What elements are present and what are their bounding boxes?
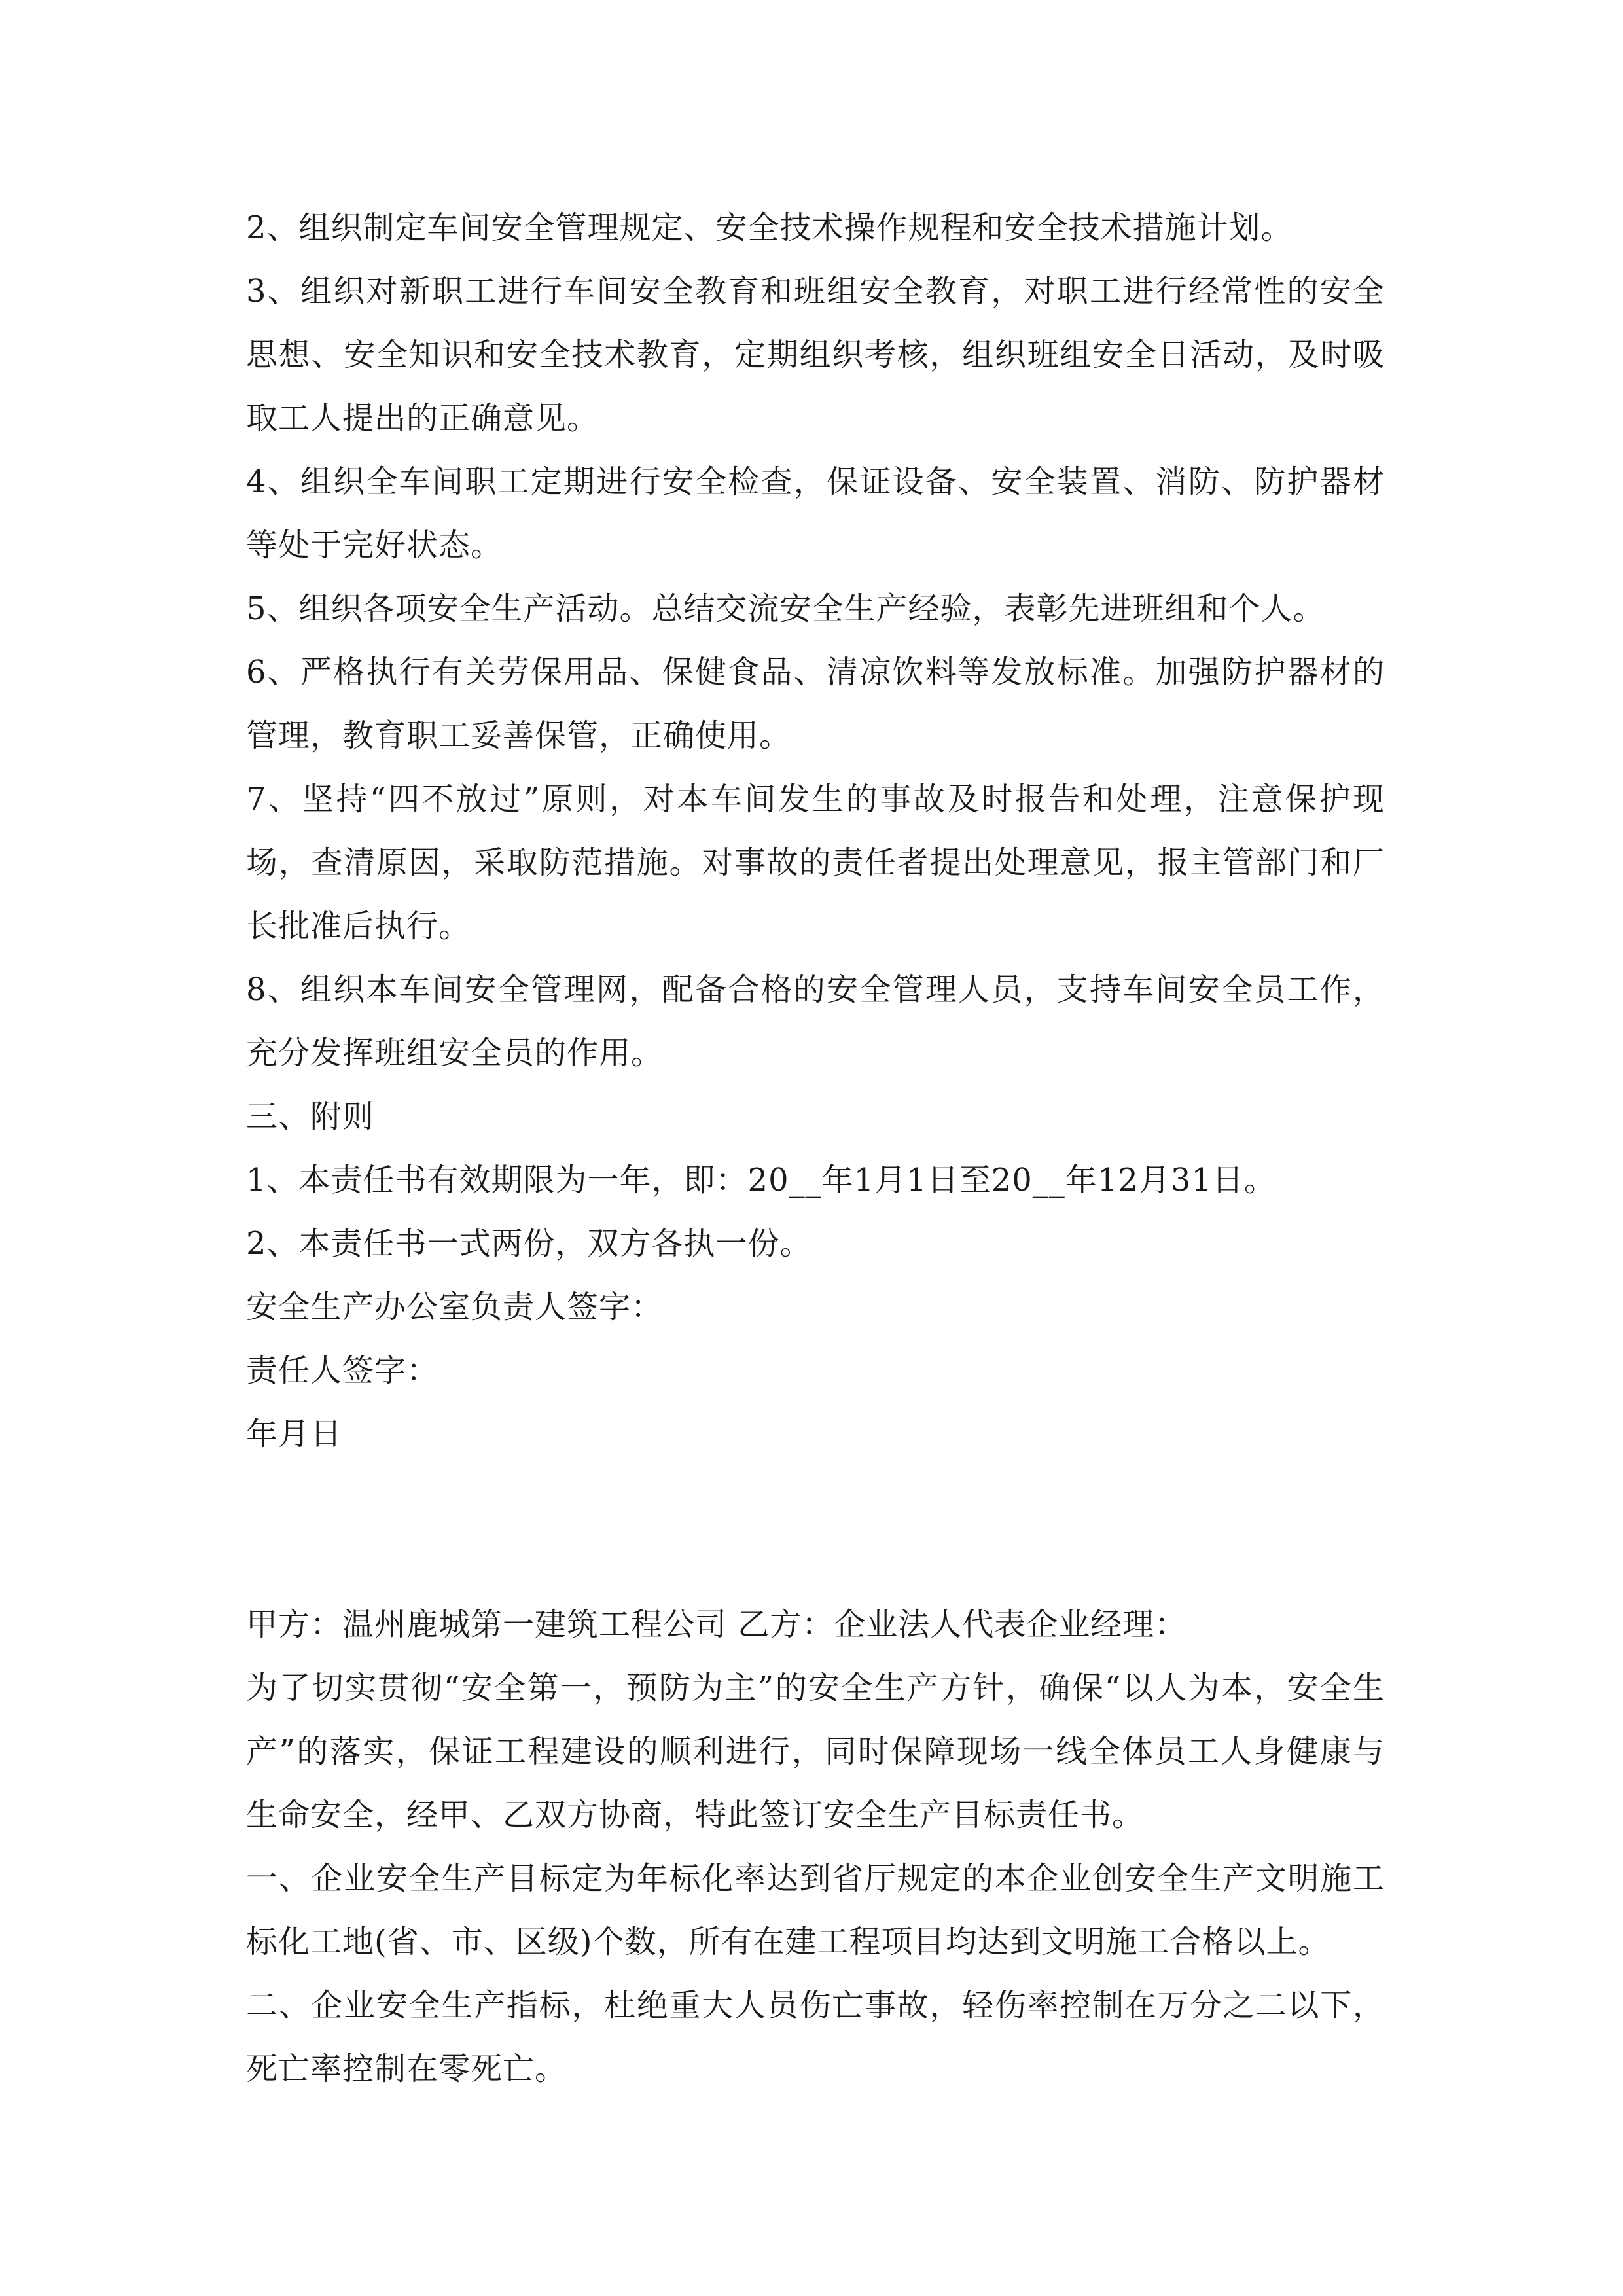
parties-line: 甲方：温州鹿城第一建筑工程公司 乙方：企业法人代表企业经理：	[246, 1606, 1187, 1643]
clause-3: 3、组织对新职工进行车间安全教育和班组安全教育，对职工进行经常性的安全思想、安全知识和安全技术教育，定期组织考核，组织班组安全日活动，及时吸取工人提出的正确意见。	[246, 273, 1385, 437]
date-line: 年月日	[246, 1416, 343, 1452]
target-clause-1: 一、企业安全生产目标定为年标化率达到省厅规定的本企业创安全生产文明施工标化工地(省、市、区级)个数，所有在建工程项目均达到文明施工合格以上。	[246, 1860, 1385, 1960]
clause-4: 4、组织全车间职工定期进行安全检查，保证设备、安全装置、消防、防护器材等处于完好状态。	[246, 463, 1385, 564]
clause-8: 8、组织本车间安全管理网，配备合格的安全管理人员，支持车间安全员工作，充分发挥班组安全员的作用。	[246, 971, 1385, 1071]
section-gap	[246, 1466, 1385, 1593]
appendix-clause-2: 2、本责任书一式两份，双方各执一份。	[246, 1225, 812, 1262]
appendix-clause-1: 1、本责任书有效期限为一年，即：20__年1月1日至20__年12月31日。	[246, 1162, 1276, 1198]
responsible-person-signature-line: 责任人签字：	[246, 1352, 439, 1389]
clause-2: 2、组织制定车间安全管理规定、安全技术操作规程和安全技术措施计划。	[246, 209, 1293, 246]
section-heading-appendix: 三、附则	[246, 1098, 375, 1135]
office-head-signature-line: 安全生产办公室负责人签字：	[246, 1289, 664, 1325]
clause-5: 5、组织各项安全生产活动。总结交流安全生产经验，表彰先进班组和个人。	[246, 590, 1325, 627]
clause-6: 6、严格执行有关劳保用品、保健食品、清凉饮料等发放标准。加强防护器材的管理，教育职工妥善保管，正确使用。	[246, 654, 1385, 754]
clause-7: 7、坚持“四不放过”原则，对本车间发生的事故及时报告和处理，注意保护现场，查清原因，采取防范措施。对事故的责任者提出处理意见，报主管部门和厂长批准后执行。	[246, 781, 1385, 944]
preamble-paragraph: 为了切实贯彻“安全第一，预防为主”的安全生产方针，确保“以人为本，安全生产”的落实，保证工程建设的顺利进行，同时保障现场一线全体员工人身健康与生命安全，经甲、乙双方协商，特此签订安全生产目标责任书。	[246, 1670, 1385, 1833]
target-clause-2: 二、企业安全生产指标，杜绝重大人员伤亡事故，轻伤率控制在万分之二以下，死亡率控制在零死亡。	[246, 1987, 1385, 2087]
document-body	[246, 196, 1385, 2101]
